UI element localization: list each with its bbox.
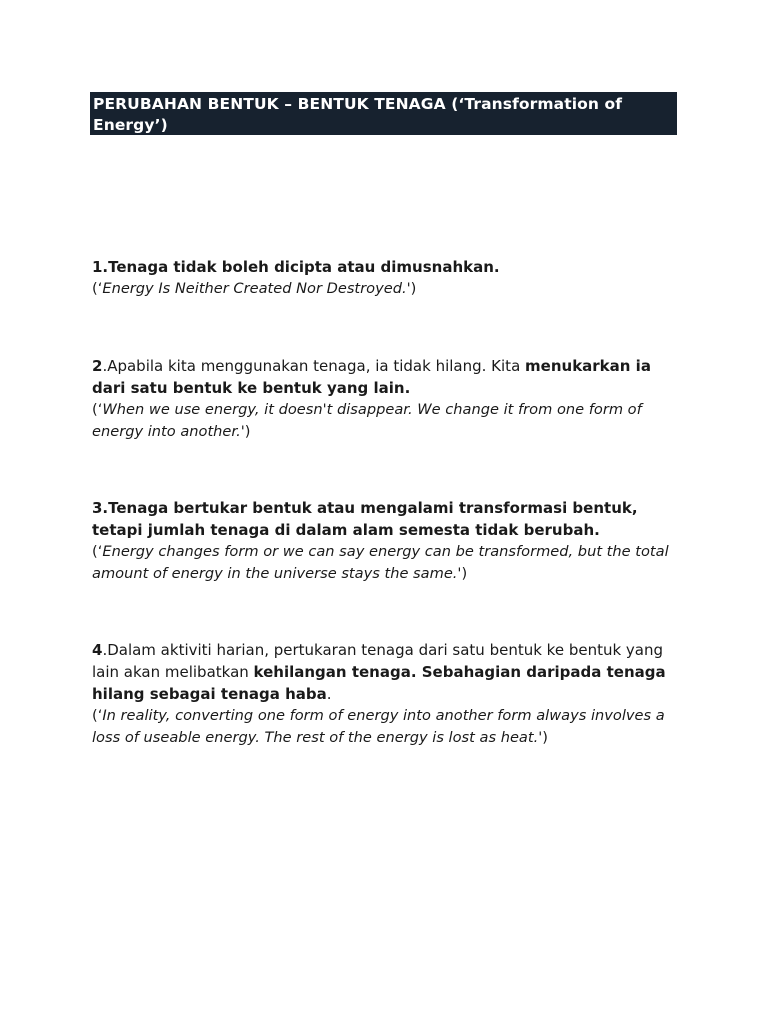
- point-1-malay-bold: Tenaga tidak boleh dicipta atau dimusnahkan.: [108, 258, 500, 276]
- point-2-malay-normal: .Apabila kita menggunakan tenaga, ia tidak hilang. Kita: [102, 357, 526, 375]
- point-3-english-text: Energy changes form or we can say energy can be transformed, but the total amount of energy in the universe stays the same.': [92, 543, 669, 582]
- point-2-close-paren: ): [244, 423, 251, 440]
- point-4-malay-bold: kehilangan tenaga. Sebahagian daripada tenaga hilang sebagai tenaga haba: [92, 663, 666, 703]
- point-4-english-text: In reality, converting one form of energy into another form always involves a loss of useable energy. The rest of the energy is lost as heat.': [92, 707, 665, 746]
- point-4-english: [92, 705, 682, 749]
- point-1-english: [92, 278, 682, 300]
- point-4-malay: [92, 639, 682, 705]
- point-4-malay-end: .: [326, 685, 332, 703]
- point-3-malay-bold: Tenaga bertukar bentuk atau mengalami transformasi bentuk, tetapi jumlah tenaga di dalam alam semesta tidak berubah.: [92, 499, 638, 539]
- point-2-english: [92, 399, 682, 443]
- point-4-close-paren: ): [542, 729, 548, 746]
- point-3: [92, 497, 682, 585]
- point-1-close-paren: ): [410, 280, 417, 297]
- point-2-malay-bold: menukarkan ia dari satu bentuk ke bentuk yang lain.: [92, 357, 651, 397]
- point-1-number: 1.: [92, 258, 109, 276]
- point-4-number: 4: [92, 641, 103, 659]
- point-1-open-paren: (‘: [92, 280, 103, 297]
- point-1-english-text: Energy Is Neither Created Nor Destroyed.': [102, 280, 411, 297]
- point-3-english: [92, 541, 682, 585]
- point-2: [92, 355, 682, 443]
- point-2-number: 2: [92, 357, 103, 375]
- point-4-malay-normal: .Dalam aktiviti harian, pertukaran tenaga dari satu bentuk ke bentuk yang lain akan melibatkan: [92, 641, 664, 681]
- point-3-malay: [92, 497, 682, 541]
- point-1-malay: [92, 256, 682, 278]
- point-4: [92, 639, 682, 749]
- point-3-open-paren: (‘: [92, 543, 103, 560]
- title-banner: [90, 92, 677, 135]
- point-3-close-paren: ): [461, 565, 468, 582]
- point-1: [92, 256, 682, 300]
- point-4-open-paren: (‘: [92, 707, 103, 724]
- point-2-english-text: When we use energy, it doesn't disappear. We change it from one form of energy into another.': [92, 401, 642, 440]
- point-2-open-paren: (‘: [92, 401, 103, 418]
- point-3-number: 3.: [92, 499, 109, 517]
- point-2-malay: [92, 355, 682, 399]
- page-title: PERUBAHAN BENTUK – BENTUK TENAGA (‘Transformation of Energy’): [93, 95, 623, 134]
